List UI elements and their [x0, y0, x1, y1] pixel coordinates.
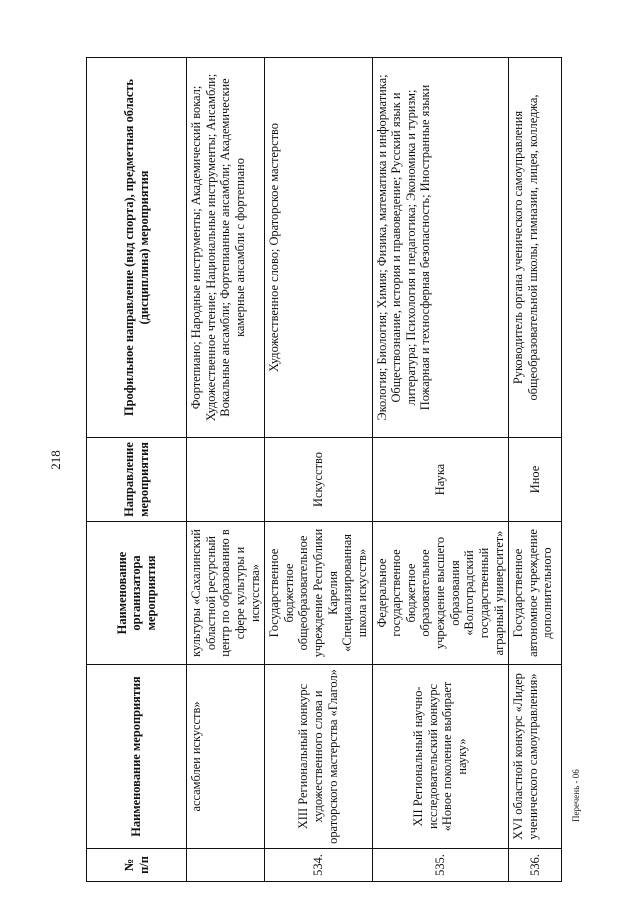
row-direction	[187, 438, 265, 522]
footer-note: Перечень - 06	[571, 769, 581, 822]
table-row	[372, 58, 509, 882]
header-num: № п/п	[87, 849, 187, 882]
row-num: 534.	[265, 849, 372, 882]
row-organizer: Государственное автономное учреждение дополнительного	[509, 522, 562, 665]
table-row	[265, 58, 372, 882]
row-event-name: ассамблеи искусств»	[187, 665, 265, 849]
row-organizer: Государственное бюджетное общеобразовательное учреждение Республики Карелия «Специализированная школа искусств»	[265, 522, 372, 665]
row-num: 535.	[372, 849, 509, 882]
header-event-name: Наименование мероприятия	[87, 665, 187, 849]
header-direction: Направление мероприятия	[87, 438, 187, 522]
row-direction: Иное	[509, 438, 562, 522]
row-direction: Искусство	[265, 438, 372, 522]
row-organizer: Федеральное государственное бюджетное образовательное учреждение высшего образования «Волгоградский государственный аграрный университет»	[372, 522, 509, 665]
events-table	[86, 57, 562, 882]
row-num: 536.	[509, 849, 562, 882]
row-profile: Художественное слово; Ораторское мастерство	[265, 58, 372, 438]
page-number: 218	[48, 450, 63, 470]
row-event-name: XIII Региональный конкурс художественного слова и ораторского мастерства «Глагол»	[265, 665, 372, 849]
table-header-row	[87, 58, 187, 882]
row-organizer: культуры «Сахалинский областной ресурсный центр по образованию в сфере культуры и искусства»	[187, 522, 265, 665]
table-row	[509, 58, 562, 882]
table-row	[187, 58, 265, 882]
row-num	[187, 849, 265, 882]
rotated-page-content	[86, 58, 555, 882]
row-direction: Наука	[372, 438, 509, 522]
row-profile: Руководитель органа ученического самоуправления общеобразовательной школы, гимназии, лицея, колледжа,	[509, 58, 562, 438]
row-event-name: XVI областной конкурс «Лидер ученического самоуправления»	[509, 665, 562, 849]
header-profile: Профильное направление (вид спорта), предметная область (дисциплина) мероприятия	[87, 58, 187, 438]
row-profile: Экология; Биология; Химия; Физика, математика и информатика; Обществознание, история и правоведение; Русский язык и литература; Психология и педагогика; Экономика и туризм; Пожарная и техносферная безопасность; Иностранные языки	[372, 58, 509, 438]
header-organizer: Наименование организатора мероприятия	[87, 522, 187, 665]
row-profile: Фортепиано; Народные инструменты; Академический вокал; Художественное чтение; Национальные инструменты; Ансамбли; Вокальные ансамбли; Фортепианные ансамбли; Академические камерные ансамбли с фортепиано	[187, 58, 265, 438]
row-event-name: XII Региональный научно-исследовательский конкурс «Новое поколение выбирает науку»	[372, 665, 509, 849]
